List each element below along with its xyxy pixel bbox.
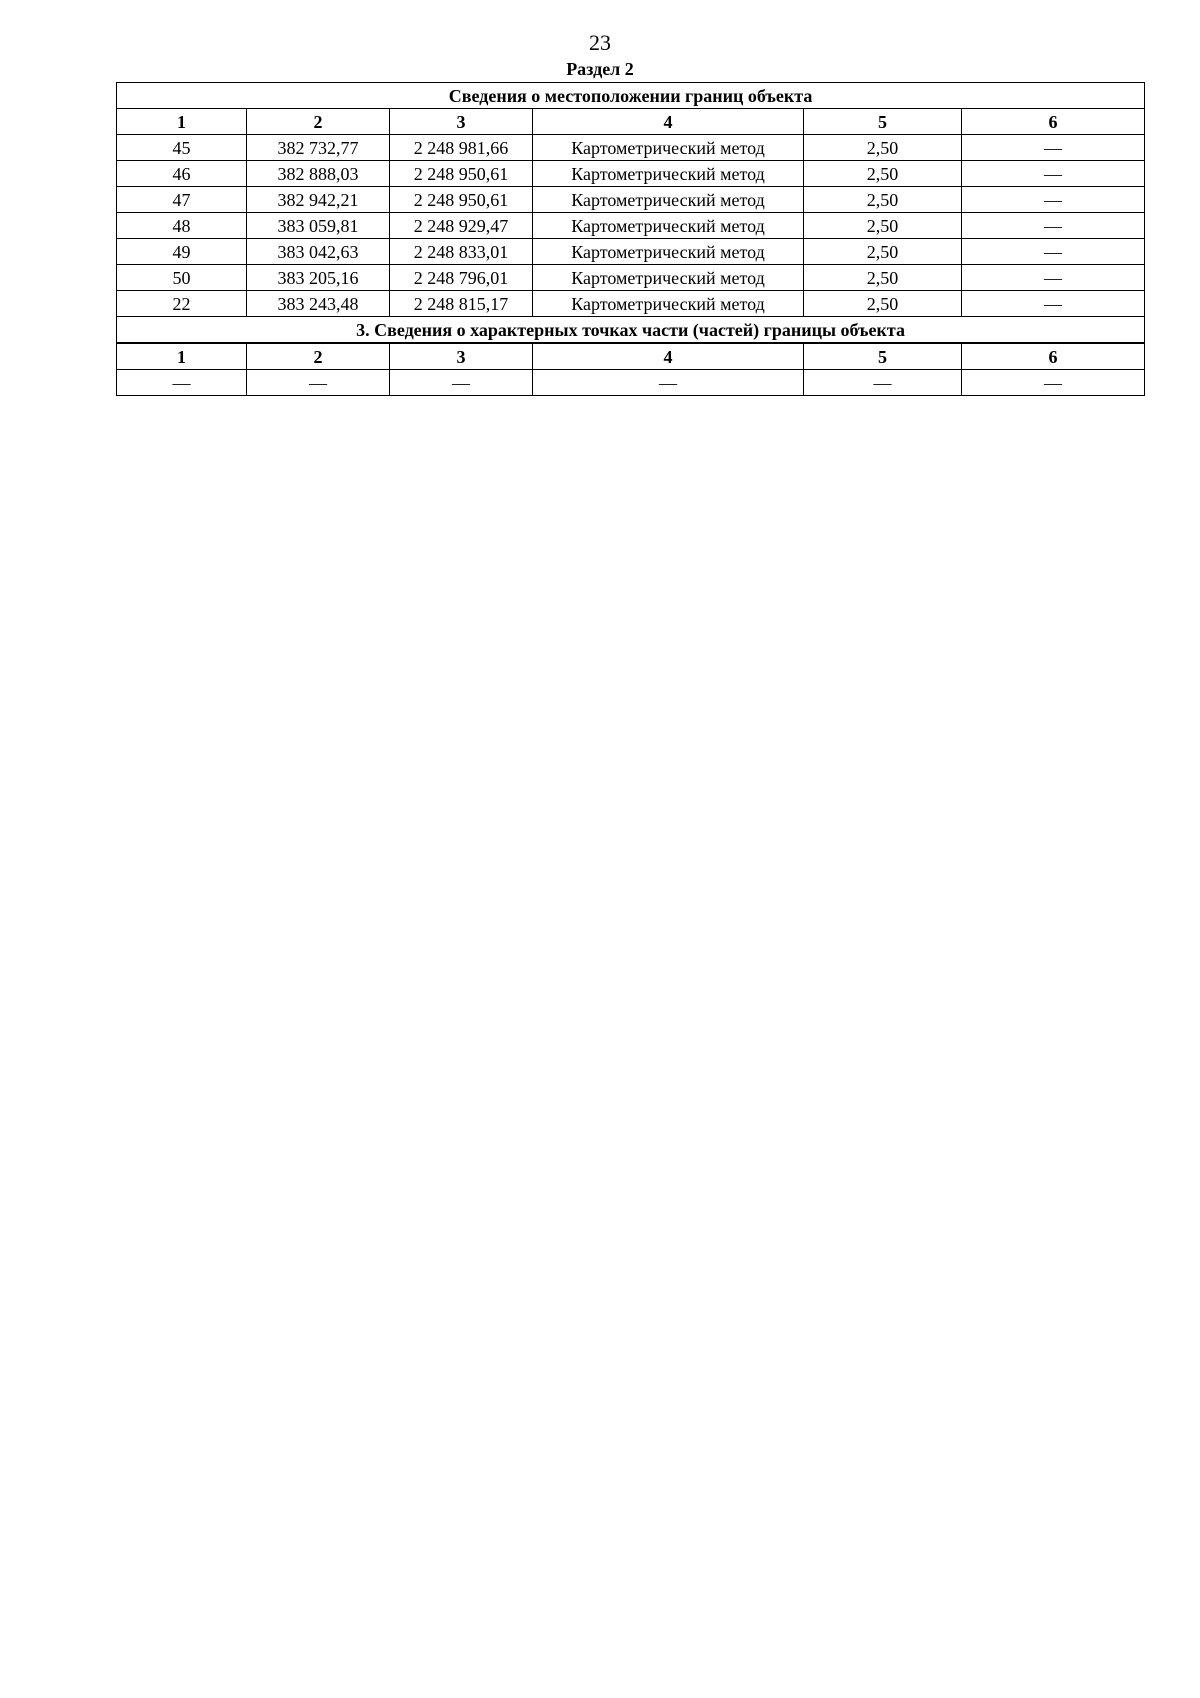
column-header: 6 [962, 343, 1145, 370]
coordinate-y: 2 248 929,47 [390, 213, 533, 239]
accuracy: 2,50 [804, 187, 962, 213]
section-title: Раздел 2 [566, 59, 634, 79]
method: Картометрический метод [533, 239, 804, 265]
coordinate-x: 383 205,16 [247, 265, 390, 291]
coordinate-y: 2 248 833,01 [390, 239, 533, 265]
accuracy: 2,50 [804, 265, 962, 291]
coordinate-x: 382 732,77 [247, 135, 390, 161]
method: Картометрический метод [533, 291, 804, 317]
parts-title-row [117, 317, 1145, 344]
empty-cell: — [962, 370, 1145, 396]
description: — [962, 239, 1145, 265]
table-title-row [117, 83, 1145, 109]
point-number: 45 [117, 135, 247, 161]
coordinate-y: 2 248 796,01 [390, 265, 533, 291]
table-row [117, 370, 1145, 396]
description: — [962, 213, 1145, 239]
point-number: 47 [117, 187, 247, 213]
point-number: 49 [117, 239, 247, 265]
method: Картометрический метод [533, 187, 804, 213]
description: — [962, 291, 1145, 317]
column-header: 4 [533, 109, 804, 135]
empty-cell: — [247, 370, 390, 396]
accuracy: 2,50 [804, 213, 962, 239]
coordinate-x: 382 888,03 [247, 161, 390, 187]
accuracy: 2,50 [804, 161, 962, 187]
table-row [117, 187, 1145, 213]
table-row [117, 291, 1145, 317]
accuracy: 2,50 [804, 135, 962, 161]
empty-cell: — [804, 370, 962, 396]
accuracy: 2,50 [804, 239, 962, 265]
table-row [117, 239, 1145, 265]
page-number: 23 [589, 30, 611, 55]
point-number: 50 [117, 265, 247, 291]
column-header: 5 [804, 343, 962, 370]
table-row [117, 265, 1145, 291]
table-title: Сведения о местоположении границ объекта [117, 83, 1145, 109]
point-number: 46 [117, 161, 247, 187]
coordinate-x: 383 059,81 [247, 213, 390, 239]
column-header: 6 [962, 109, 1145, 135]
point-number: 48 [117, 213, 247, 239]
column-header: 2 [247, 343, 390, 370]
coordinate-y: 2 248 815,17 [390, 291, 533, 317]
table-row [117, 161, 1145, 187]
column-header: 1 [117, 109, 247, 135]
column-header: 4 [533, 343, 804, 370]
coordinate-y: 2 248 950,61 [390, 187, 533, 213]
table-header-row [117, 109, 1145, 135]
column-header: 5 [804, 109, 962, 135]
empty-cell: — [390, 370, 533, 396]
empty-cell: — [117, 370, 247, 396]
parts-table-title: 3. Сведения о характерных точках части (частей) границы объекта [117, 317, 1145, 344]
column-header: 2 [247, 109, 390, 135]
coordinate-y: 2 248 981,66 [390, 135, 533, 161]
table-row [117, 135, 1145, 161]
method: Картометрический метод [533, 135, 804, 161]
method: Картометрический метод [533, 265, 804, 291]
boundary-table [116, 82, 1145, 396]
description: — [962, 135, 1145, 161]
method: Картометрический метод [533, 161, 804, 187]
accuracy: 2,50 [804, 291, 962, 317]
description: — [962, 161, 1145, 187]
empty-cell: — [533, 370, 804, 396]
column-header: 1 [117, 343, 247, 370]
coordinate-y: 2 248 950,61 [390, 161, 533, 187]
parts-header-row [117, 343, 1145, 370]
table-row [117, 213, 1145, 239]
coordinate-x: 383 243,48 [247, 291, 390, 317]
method: Картометрический метод [533, 213, 804, 239]
coordinate-x: 383 042,63 [247, 239, 390, 265]
column-header: 3 [390, 109, 533, 135]
column-header: 3 [390, 343, 533, 370]
description: — [962, 187, 1145, 213]
point-number: 22 [117, 291, 247, 317]
description: — [962, 265, 1145, 291]
coordinate-x: 382 942,21 [247, 187, 390, 213]
